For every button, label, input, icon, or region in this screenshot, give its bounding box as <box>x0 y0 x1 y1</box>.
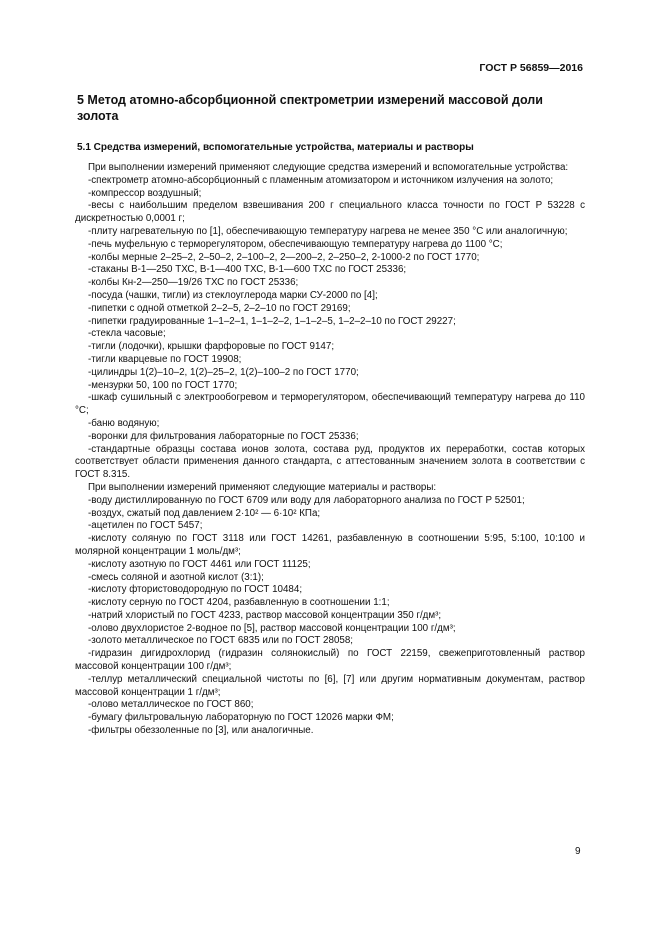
list-item <box>75 264 585 277</box>
list-item-text: гидразин дигидрохлорид (гидразин солянокислый) по ГОСТ 22159, свежеприготовленный раствор массовой концентрации 100 г/дм³; <box>75 648 585 673</box>
list-item <box>75 200 585 226</box>
list-dash: - <box>88 238 92 250</box>
list-item <box>75 495 585 508</box>
list-item-text: тигли кварцевые по ГОСТ 19908; <box>91 353 242 365</box>
list-dash: - <box>88 443 92 455</box>
list-dash: - <box>88 673 92 685</box>
list-item <box>75 226 585 239</box>
list-dash: - <box>88 584 92 596</box>
list-item <box>75 444 585 482</box>
list-item-text: воздух, сжатый под давлением 2·10² — 6·10² КПа; <box>91 507 321 519</box>
list-item <box>75 699 585 712</box>
list-item-text: стекла часовые; <box>91 328 166 340</box>
list-item-text: бумагу фильтровальную лабораторную по ГОСТ 12026 марки ФМ; <box>91 712 394 724</box>
intro-paragraph-instruments: При выполнении измерений применяют следующие средства измерений и вспомогательные устройства: <box>88 162 569 173</box>
list-item-text: теллур металлический специальной чистоты по [6], [7] или другим нормативным документам, раствор массовой концентрации 1 г/дм³; <box>75 673 585 698</box>
list-dash: - <box>88 558 92 570</box>
list-dash: - <box>88 174 92 186</box>
list-item <box>75 316 585 329</box>
list-item-text: пипетки с одной отметкой 2–2–5, 2–2–10 по ГОСТ 29169; <box>91 302 351 314</box>
list-dash: - <box>88 699 92 711</box>
list-item <box>75 725 585 738</box>
list-item <box>75 520 585 533</box>
subsection-title: 5.1 Средства измерений, вспомогательные устройства, материалы и растворы <box>77 142 474 153</box>
list-item-text: кислоту серную по ГОСТ 4204, разбавленную в соотношении 1:1; <box>91 597 390 609</box>
list-dash: - <box>88 187 92 199</box>
list-dash: - <box>88 635 92 647</box>
list-dash: - <box>88 366 92 378</box>
list-item-text: цилиндры 1(2)–10–2, 1(2)–25–2, 1(2)–100–2 по ГОСТ 1770; <box>91 366 359 378</box>
list-item <box>75 175 585 188</box>
list-dash: - <box>88 315 92 327</box>
list-dash: - <box>88 302 92 314</box>
list-item-text: олово двухлористое 2-водное по [5], раствор массовой концентрации 100 г/дм³; <box>91 622 456 634</box>
list-item-text: мензурки 50, 100 по ГОСТ 1770; <box>91 379 238 391</box>
list-item <box>75 584 585 597</box>
list-item <box>75 610 585 623</box>
section-title: 5 Метод атомно-абсорбционной спектрометрии измерений массовой доли золота <box>77 93 543 123</box>
list-item <box>75 239 585 252</box>
list-item <box>75 277 585 290</box>
list-item <box>75 712 585 725</box>
standard-code-header: ГОСТ Р 56859—2016 <box>479 62 583 74</box>
list-item-text: весы с наибольшим пределом взвешивания 200 г специального класса точности по ГОСТ Р 53228 с дискретностью 0,0001 г; <box>75 200 585 225</box>
list-dash: - <box>88 571 92 583</box>
page-number: 9 <box>575 846 581 857</box>
list-dash: - <box>88 392 92 404</box>
list-item <box>75 623 585 636</box>
list-item <box>75 380 585 393</box>
list-item-text: натрий хлористый по ГОСТ 4233, раствор массовой концентрации 350 г/дм³; <box>91 609 442 621</box>
intro-paragraph-materials: При выполнении измерений применяют следующие материалы и растворы: <box>88 481 437 493</box>
list-item <box>75 418 585 431</box>
list-dash: - <box>88 712 92 724</box>
list-item-text: стандартные образцы состава ионов золота, состава руд, продуктов их переработки, состав которых соответствует области применения данного стандарта, с аттестованным значением золота в соответствии с ГОСТ 8.315. <box>75 443 585 481</box>
list-item-text: фильтры обеззоленные по [3], или аналогичные. <box>91 725 314 737</box>
list-item-text: ацетилен по ГОСТ 5457; <box>91 520 203 532</box>
list-item-text: колбы Кн-2—250—19/26 ТХС по ГОСТ 25336; <box>91 277 299 289</box>
list-dash: - <box>88 289 92 301</box>
list-item <box>75 252 585 265</box>
list-item <box>75 431 585 444</box>
list-dash: - <box>88 507 92 519</box>
list-item-text: кислоту соляную по ГОСТ 3118 или ГОСТ 14261, разбавленную в соотношении 5:95, 5:100, 10:100 и молярной концентрации 1 моль/дм³; <box>75 533 585 557</box>
materials-list <box>75 495 585 738</box>
instruments-list <box>75 175 585 482</box>
list-item <box>75 597 585 610</box>
list-item-text: золото металлическое по ГОСТ 6835 или по ГОСТ 28058; <box>91 635 354 647</box>
list-item-text: стаканы В-1—250 ТХС, В-1—400 ТХС, В-1—600 ТХС по ГОСТ 25336; <box>91 264 407 276</box>
list-dash: - <box>88 597 92 609</box>
list-dash: - <box>88 648 92 660</box>
list-item-text: воронки для фильтрования лабораторные по ГОСТ 25336; <box>91 430 359 442</box>
list-dash: - <box>88 328 92 340</box>
list-item-text: шкаф сушильный с электрообогревом и терморегулятором, обеспечивающий температуру нагрева до 110 °С; <box>75 392 585 417</box>
list-dash: - <box>88 520 92 532</box>
list-dash: - <box>88 417 92 429</box>
list-dash: - <box>88 341 92 353</box>
list-dash: - <box>88 609 92 621</box>
list-dash: - <box>88 264 92 276</box>
list-item-text: компрессор воздушный; <box>91 187 202 199</box>
list-item-text: спектрометр атомно-абсорбционный с пламенным атомизатором и источником излучения на золото; <box>91 174 554 186</box>
list-item-text: воду дистиллированную по ГОСТ 6709 или воду для лабораторного анализа по ГОСТ Р 52501; <box>91 494 525 506</box>
list-item-text: смесь соляной и азотной кислот (3:1); <box>91 571 264 583</box>
list-item <box>75 648 585 674</box>
list-item-text: пипетки градуированные 1–1–2–1, 1–1–2–2, 1–1–2–5, 1–2–2–10 по ГОСТ 29227; <box>91 315 456 327</box>
list-item-text: кислоту фтористоводородную по ГОСТ 10484; <box>91 584 303 596</box>
list-dash: - <box>88 200 92 212</box>
list-item <box>75 341 585 354</box>
list-item-text: тигли (лодочки), крышки фарфоровые по ГОСТ 9147; <box>91 341 335 353</box>
list-dash: - <box>88 725 92 737</box>
list-item <box>75 508 585 521</box>
list-item <box>75 303 585 316</box>
list-item <box>75 367 585 380</box>
list-dash: - <box>88 379 92 391</box>
list-item-text: кислоту азотную по ГОСТ 4461 или ГОСТ 11125; <box>91 558 311 570</box>
list-dash: - <box>88 494 92 506</box>
list-dash: - <box>88 251 92 263</box>
list-item <box>75 392 585 418</box>
list-dash: - <box>88 277 92 289</box>
list-item <box>75 572 585 585</box>
list-item-text: посуда (чашки, тигли) из стеклоуглерода марки СУ-2000 по [4]; <box>91 289 378 301</box>
document-body <box>75 162 585 738</box>
list-item <box>75 635 585 648</box>
list-item-text: плиту нагревательную по [1], обеспечивающую температуру нагрева не менее 350 °С или аналогичную; <box>91 225 568 237</box>
list-dash: - <box>88 430 92 442</box>
list-item <box>75 674 585 700</box>
list-item <box>75 328 585 341</box>
list-item-text: печь муфельную с терморегулятором, обеспечивающую температуру нагрева до 1100 °С; <box>91 238 503 250</box>
list-item <box>75 290 585 303</box>
list-item-text: баню водяную; <box>91 417 160 429</box>
list-item-text: колбы мерные 2–25–2, 2–50–2, 2–100–2, 2—200–2, 2–250–2, 2-1000-2 по ГОСТ 1770; <box>91 251 480 263</box>
list-item <box>75 559 585 572</box>
list-item <box>75 533 585 559</box>
list-dash: - <box>88 225 92 237</box>
list-item <box>75 188 585 201</box>
list-item <box>75 354 585 367</box>
list-dash: - <box>88 622 92 634</box>
list-item-text: олово металлическое по ГОСТ 860; <box>91 699 254 711</box>
list-dash: - <box>88 533 92 545</box>
list-dash: - <box>88 353 92 365</box>
